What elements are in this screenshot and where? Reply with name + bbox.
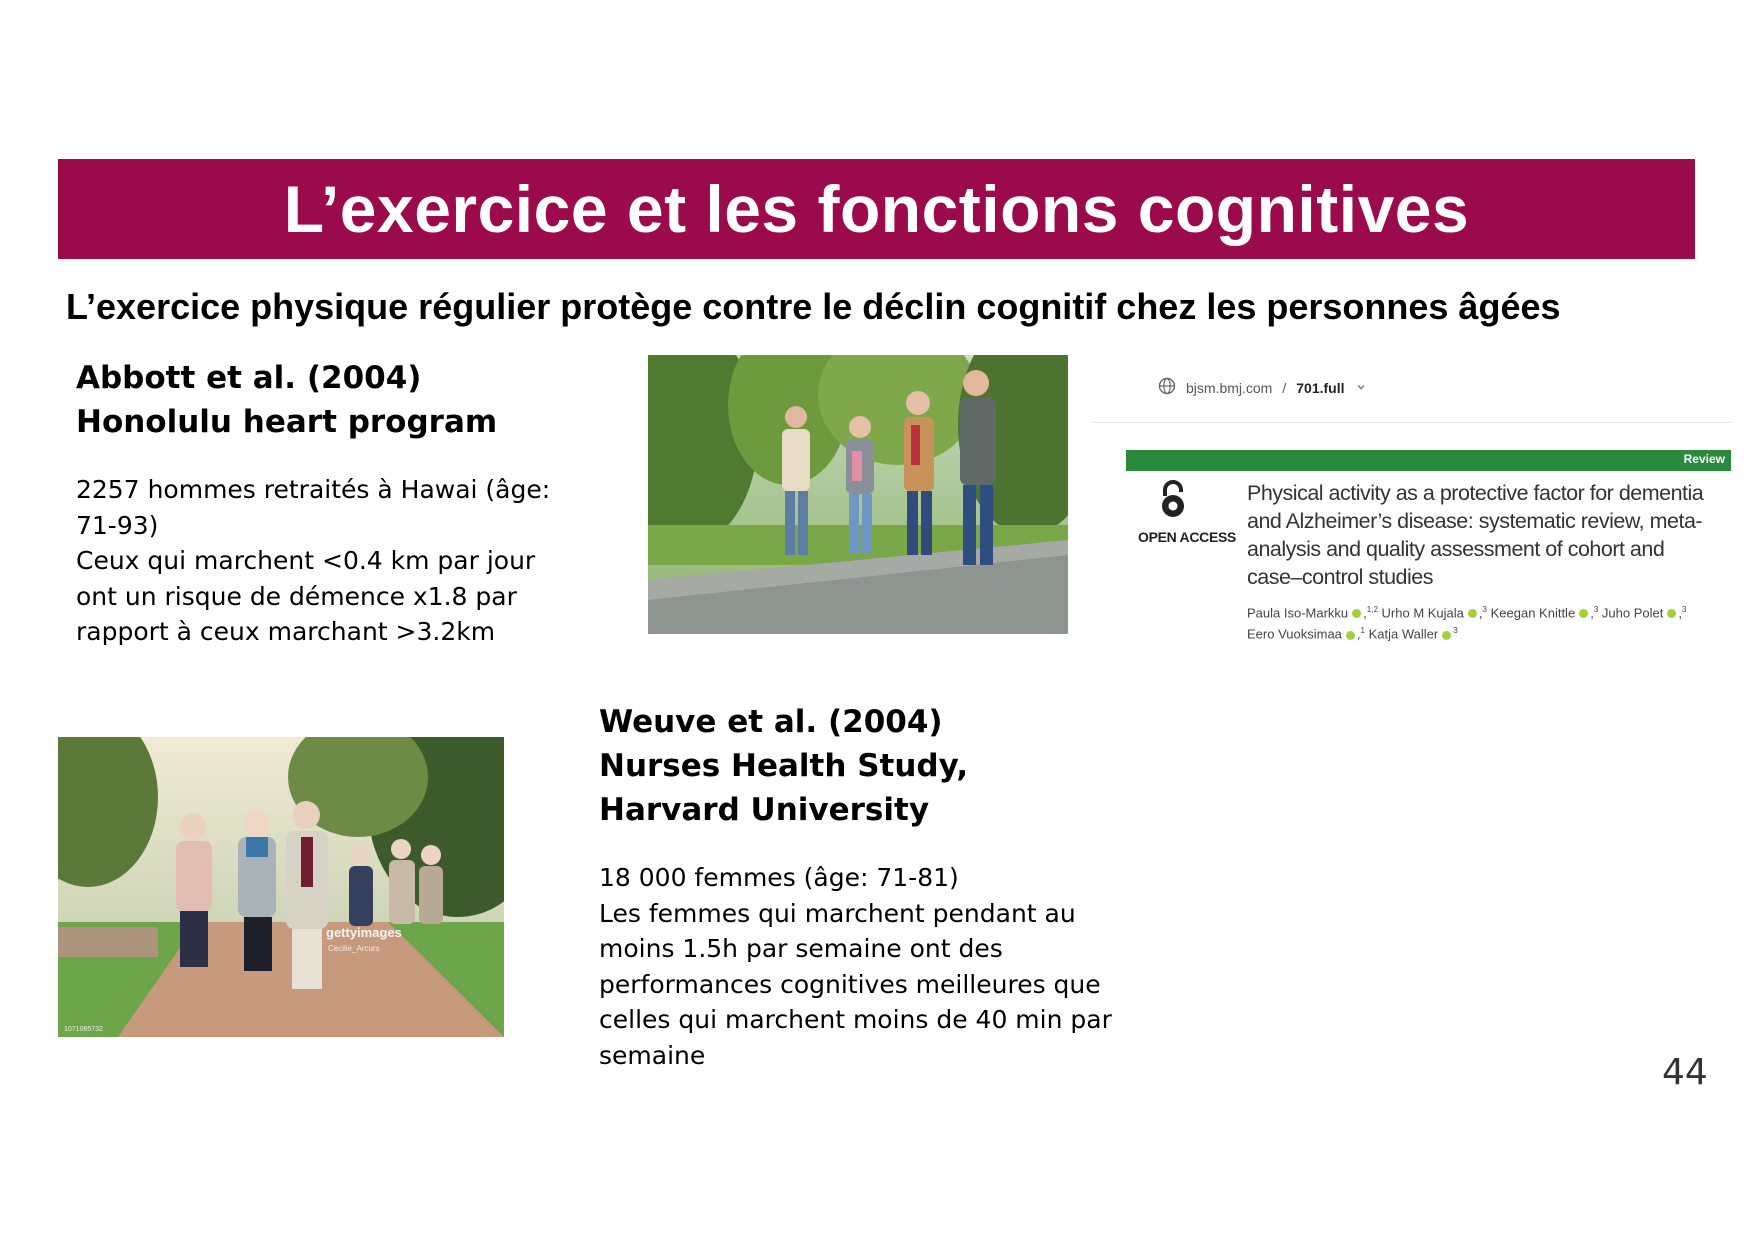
orcid-icon[interactable] xyxy=(1667,609,1676,618)
seniors-walking-photo xyxy=(648,355,1068,634)
orcid-icon[interactable] xyxy=(1442,631,1451,640)
weuve-title-line1: Weuve et al. (2004) xyxy=(599,704,943,740)
slide-subtitle: L’exercice physique régulier protège contre le déclin cognitif chez les personnes âgées xyxy=(66,286,1561,327)
author-affiliation: 3 xyxy=(1681,605,1687,614)
author-name[interactable]: Keegan Knittle xyxy=(1490,605,1576,621)
title-bar xyxy=(58,159,1695,259)
url-bar[interactable] xyxy=(1158,377,1367,398)
author-affiliation: 3 xyxy=(1453,626,1458,636)
weuve-title xyxy=(599,700,1119,832)
review-bar xyxy=(1126,450,1731,471)
getty-watermark: gettyimages xyxy=(326,925,402,940)
open-access-icon xyxy=(1156,507,1190,524)
article-screenshot xyxy=(1092,365,1732,655)
orcid-icon[interactable] xyxy=(1579,609,1588,618)
author-affiliation: 3 xyxy=(1482,605,1487,614)
abbott-title-line2: Honolulu heart program xyxy=(76,404,498,440)
abbott-body xyxy=(76,472,576,650)
author-affiliation: 3 xyxy=(1593,605,1599,614)
author-name[interactable]: Paula Iso-Markku xyxy=(1247,605,1349,621)
abbott-title xyxy=(76,356,576,444)
weuve-title-line2: Nurses Health Study, Harvard University xyxy=(599,748,969,828)
author-affiliation: 1,2 xyxy=(1366,605,1378,614)
weuve-body xyxy=(599,860,1119,1073)
slide-title: L’exercice et les fonctions cognitives xyxy=(283,172,1470,246)
author-name[interactable]: Eero Vuoksimaa xyxy=(1247,626,1342,642)
author-name[interactable]: Juho Polet xyxy=(1601,605,1664,621)
abbott-body-line2: Ceux qui marchent <0.4 km par jour ont un risque de démence x1.8 par rapport à ceux marchant >3.2km xyxy=(76,546,536,646)
photo-id: 1071065732 xyxy=(64,1026,103,1033)
url-domain: bjsm.bmj.com xyxy=(1186,379,1273,396)
url-path: 701.full xyxy=(1296,379,1345,396)
open-access-label: OPEN ACCESS xyxy=(1138,529,1237,545)
author-list: Paula Iso-Markku ,$^{1,2}$ Urho M Kujala ,$^3$ Keegan Knittle ,$^3$ Juho Polet ,$^3$ Eero Vuoksimaa ,$^1$ Katja Waller $^3$ xyxy=(1247,605,1687,642)
photo-credit: Cecilie_Arcurs xyxy=(328,944,380,953)
review-label: Review xyxy=(1683,452,1725,466)
author-name[interactable]: Katja Waller xyxy=(1368,626,1439,642)
open-access-badge xyxy=(1138,480,1237,545)
orcid-icon[interactable] xyxy=(1346,631,1355,640)
author-affiliation: 1 xyxy=(1360,626,1365,636)
abbott-body-line1: 2257 hommes retraités à Hawai (âge: 71-93) xyxy=(76,475,551,540)
article-title[interactable]: Physical activity as a protective factor for dementia and Alzheimer’s disease: systematic review, meta-analysis and quality assessment of cohort and case–control studies xyxy=(1247,481,1704,589)
author-name[interactable]: Urho M Kujala xyxy=(1381,605,1464,621)
weuve-study-block xyxy=(599,700,1119,1073)
orcid-icon[interactable] xyxy=(1352,609,1361,618)
weuve-body-line1: 18 000 femmes (âge: 71-81) xyxy=(599,863,959,892)
globe-icon xyxy=(1158,377,1176,398)
abbott-title-line1: Abbott et al. (2004) xyxy=(76,360,422,396)
page-number: 44 xyxy=(1662,1052,1708,1093)
orcid-icon[interactable] xyxy=(1468,609,1477,618)
divider xyxy=(1092,422,1732,423)
chevron-down-icon[interactable] xyxy=(1355,380,1367,396)
url-separator: / xyxy=(1282,379,1287,396)
abbott-study-block xyxy=(76,356,576,650)
elderly-women-photo xyxy=(58,737,504,1037)
weuve-body-line2: Les femmes qui marchent pendant au moins 1.5h par semaine ont des performances cognitives meilleures que celles qui marchent moins de 40 min par semaine xyxy=(599,898,1112,1070)
